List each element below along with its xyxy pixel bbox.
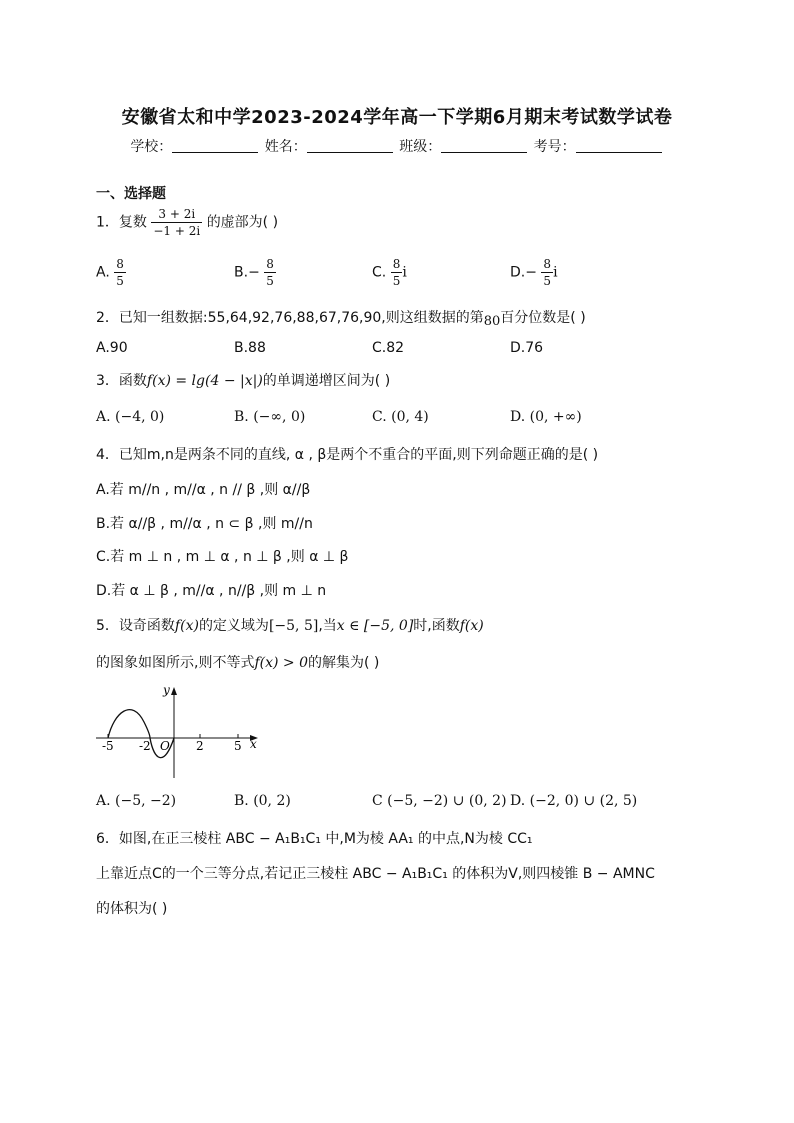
q3-option-b: B. (−∞, 0): [234, 409, 306, 425]
q2-option-d: D.76: [510, 340, 544, 356]
origin-label: O: [160, 739, 170, 753]
name-blank: [307, 138, 393, 153]
tick-label-2: 2: [196, 739, 204, 753]
question-4: 4．已知m,n是两条不同的直线, α , β是两个不重合的平面,则下列命题正确的是( ): [96, 447, 599, 463]
q5-option-b: B. (0, 2): [234, 793, 291, 809]
name-label: 姓名：: [264, 139, 307, 155]
q1-lead: 1．复数: [96, 214, 147, 231]
q4-option-c: C.若 m ⊥ n , m ⊥ α , n ⊥ β ,则 α ⊥ β: [96, 549, 349, 565]
q3-option-c: C. (0, 4): [372, 409, 429, 425]
q1-option-a: A. $\frac{8}{5}$: [96, 257, 124, 288]
page-title: 安徽省太和中学2023-2024学年高一下学期6月期末考试数学试卷: [121, 107, 673, 128]
q4-option-a: A.若 m//n , m//α , n // β ,则 α//β: [96, 482, 311, 498]
q4-option-b: B.若 α//β , m//α , n ⊂ β ,则 m//n: [96, 516, 313, 532]
question-6-line1: 6．如图,在正三棱柱 ABC − A₁B₁C₁ 中,M为棱 AA₁ 的中点,N为棱 CC₁: [96, 831, 533, 847]
q3-option-a: A. (−4, 0): [96, 409, 165, 425]
class-blank: [441, 138, 527, 153]
number-blank: [576, 138, 662, 153]
class-label: 班级：: [399, 139, 442, 155]
q2-option-a: A.90: [96, 340, 128, 356]
section-heading: 一、选择题: [96, 186, 166, 202]
q3-option-d: D. (0, +∞): [510, 409, 582, 425]
q1-option-b: B.− $\frac{8}{5}$: [234, 257, 274, 288]
tick-label-neg2: -2: [139, 739, 151, 753]
question-5-line2: 的图象如图所示,则不等式f(x) > 0的解集为( ): [96, 655, 380, 671]
q1-fraction: [151, 206, 202, 239]
q4-option-d: D.若 α ⊥ β , m//α , n//β ,则 m ⊥ n: [96, 583, 327, 599]
q1-numerator: 3 + 2i: [151, 206, 202, 223]
q1-option-d: D.− $\frac{8}{5}$ i: [510, 257, 558, 288]
y-axis-label: y: [163, 683, 170, 697]
q2-option-b: B.88: [234, 340, 266, 356]
number-label: 考号：: [533, 139, 576, 155]
student-info-line: [0, 136, 794, 156]
school-blank: [172, 138, 258, 153]
question-2: 2．已知一组数据:55,64,92,76,88,67,76,90,则这组数据的第80百分位数是( ): [96, 310, 586, 329]
q5-option-c: C (−5, −2) ∪ (0, 2): [372, 793, 507, 809]
y-axis-arrow: [171, 687, 177, 695]
q5-function-graph: [92, 682, 272, 782]
tick-label-5: 5: [234, 739, 242, 753]
question-5-line1: 5．设奇函数f(x)的定义域为[−5, 5],当x ∈ [−5, 0]时,函数f(x): [96, 618, 484, 634]
q2-option-c: C.82: [372, 340, 405, 356]
school-label: 学校：: [130, 139, 173, 155]
q1-denominator: −1 + 2i: [153, 224, 201, 238]
q1-tail: 的虚部为( ): [206, 214, 279, 231]
tick-label-neg5: -5: [102, 739, 114, 753]
question-6-line2: 上靠近点C的一个三等分点,若记正三棱柱 ABC − A₁B₁C₁ 的体积为V,则四棱锥 B − AMNC: [96, 866, 655, 882]
question-3: 3．函数f(x) = lg(4 − |x|)的单调递增区间为( ): [96, 373, 391, 389]
q5-option-d: D. (−2, 0) ∪ (2, 5): [510, 793, 638, 809]
q1-option-c: C. $\frac{8}{5}$ i: [372, 257, 407, 288]
question-6-line3: 的体积为( ): [96, 901, 168, 917]
question-1: [96, 206, 278, 239]
x-axis-label: x: [250, 737, 257, 751]
q5-option-a: A. (−5, −2): [96, 793, 177, 809]
q3-formula: f(x) = lg(4 − |x|): [146, 373, 263, 389]
